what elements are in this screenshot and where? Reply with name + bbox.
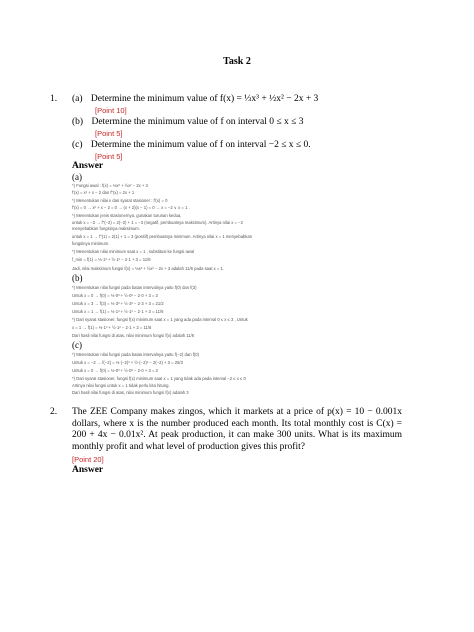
answer-a-line: untuk x = 1 → f″(1) = 2(1) + 1 = 3 (positif) pembuatnya minimum. Artinya nilai x = 1 menyebabkan: [72, 234, 253, 239]
q1-part-a-label: (a): [72, 94, 83, 104]
answer-c-line: *) Menentukan nilai fungsi pada batas intervalnya yaitu f(−2) dan f(0): [72, 352, 199, 357]
question-2-number: 2.: [50, 407, 58, 417]
answer-b-line: Untuk x = 0 → f(0) = ⅓·0³ + ½·0² − 2·0 + 3 = 3: [72, 293, 158, 298]
q2-points: [Point 20]: [72, 455, 104, 464]
q1-part-c-points: [Point 5]: [95, 152, 123, 161]
q1-answer-label: Answer: [72, 161, 104, 171]
q1-part-c-label: (c): [72, 140, 83, 150]
answer-b-line: Untuk x = 3 → f(3) = ⅓·3³ + ½·3² − 2·3 + 3 = 21/2: [72, 301, 164, 306]
q1-part-b-points: [Point 5]: [95, 129, 123, 138]
task-title: Task 2: [223, 56, 251, 67]
answer-b-line: x = 1 → f(1) = ⅓·1³ + ½·1² − 2·1 + 3 = 11/6: [72, 325, 152, 330]
q1-part-a-text: Determine the minimum value of f(x) = ⅓x³ + ½x² − 2x + 3: [90, 94, 319, 104]
answer-a-line: menyebabkan fungsinya maksimum.: [72, 226, 140, 231]
answer-a-line: f_min = f(1) = ⅓·1³ + ½·1² − 2·1 + 3 = 11/6: [72, 257, 151, 262]
q1-part-c-text: Determine the minimum value of f on interval −2 ≤ x ≤ 0.: [90, 140, 311, 150]
q2-answer-label: Answer: [72, 465, 104, 475]
answer-c-line: Dari hasil nilai fungsi di atas, nilai minimum fungsi f(x) adalah 3: [72, 390, 189, 395]
q1-part-c: [72, 140, 311, 151]
answer-b-line: *) Menentukan nilai fungsi pada batas intervalnya yaitu f(0) dan f(3): [72, 285, 197, 290]
question-1-number: 1.: [50, 94, 58, 104]
question-2-text: The ZEE Company makes zingos, which it markets at a price of p(x) = 10 − 0.001x dollars, where x is the number produced each month. Its total monthly cost is C(x) = 200 + 4x − 0.01x². At peak production, it can make 300 units. What is its maximum monthly profit and what level of production gives this profit?: [72, 407, 402, 452]
answer-c-line: Untuk x = 0 → f(0) = ⅓·0³ + ½·0² − 2·0 + 3 = 3: [72, 368, 158, 373]
q1-answer-a-label: (a): [72, 172, 82, 182]
answer-b-line: Untuk x = 1 → f(1) = ⅓·1³ + ½·1² − 2·1 + 3 = 11/6: [72, 309, 164, 314]
q1-answer-c-label: (c): [72, 340, 82, 350]
answer-a-line: f′(x) = x² + x − 2 dan f″(x) = 2x + 1: [72, 190, 135, 195]
q1-part-b: [72, 117, 303, 128]
answer-c-line: Untuk x = −2 → f(−2) = ⅓·(−2)³ + ½·(−2)² − 2(−2) + 3 = 25/3: [72, 360, 183, 365]
answer-a-line: fungsinya minimum.: [72, 241, 110, 246]
answer-a-line: *) Menentukan nilai x dari syarat stasioner : f′(x) = 0: [72, 198, 168, 203]
q1-answer-b-label: (b): [72, 273, 83, 283]
answer-a-line: *) Menentukan nilai minimum saat x = 1 , substitusi ke fungsi awal: [72, 249, 195, 254]
q1-part-b-text: Determine the minimum value of f on interval 0 ≤ x ≤ 3: [91, 117, 304, 127]
q1-part-b-label: (b): [72, 117, 84, 127]
q1-part-a: [72, 94, 318, 105]
answer-a-line: f′(x) = 0 → x² + x − 2 = 0 → (x + 2)(x − 1) = 0 → x = −2 ∨ x = 1 .: [72, 205, 190, 210]
answer-b-line: *) Dari syarat stasioner, fungsi f(x) minimum saat x = 1 yang ada pada interval 0 ≤ x ≤ 3 , Untuk: [72, 317, 248, 322]
answer-b-line: Dari hasil nilai fungsi di atas, nilai minimum fungsi f(x) adalah 11/6: [72, 333, 195, 338]
answer-a-line: *) Fungsi awal : f(x) = ⅓x³ + ½x² − 2x + 3: [72, 183, 148, 188]
answer-a-line: Jadi, nilai maksimum fungsi f(x) = ⅓x³ + ½x² − 2x + 3 adalah 11/6 pada saat x = 1.: [72, 266, 225, 271]
answer-c-line: Artinya nilai fungsi untuk x = 1 tidak perlu kita hitung.: [72, 383, 170, 388]
answer-a-line: *) Menentukan jenis stasionernya, gunakan turunan kedua,: [72, 213, 182, 218]
q1-part-a-points: [Point 10]: [95, 106, 127, 115]
answer-a-line: untuk x = −2 → f″(−2) = 2(−2) + 1 = −3 (negatif, pembuatnya maksimum). Artinya nilai x = −2: [72, 220, 243, 225]
answer-c-line: *) Dari syarat stasioner, fungsi f(x) minimum saat x = 1 yang tidak ada pada interval −2 ≤ x ≤ 0: [72, 376, 246, 381]
